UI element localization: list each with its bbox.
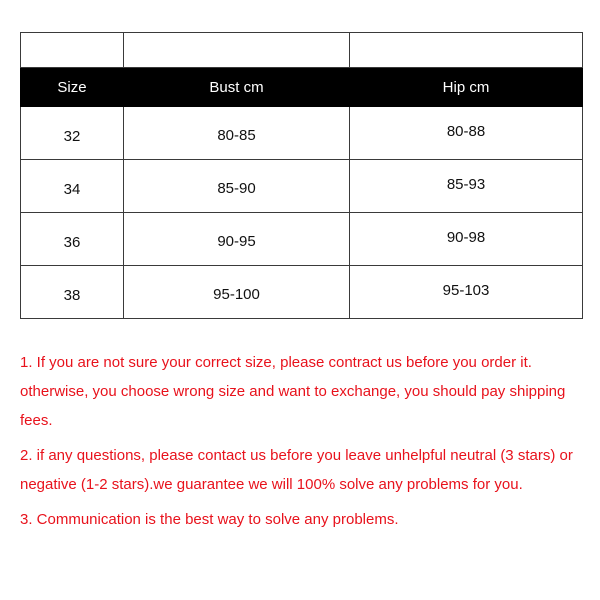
blank-top-row xyxy=(21,33,583,68)
note-feedback: 2. if any questions, please contact us before you leave unhelpful neutral (3 stars) or negative (1-2 stars).we guarantee we will 100% solve any problems for you. xyxy=(20,447,573,493)
table-row xyxy=(21,213,583,266)
hip-value: 85-93 xyxy=(446,175,486,193)
hip-value: 95-103 xyxy=(442,281,490,299)
header-hip: Hip cm xyxy=(350,68,583,107)
bust-value: 85-90 xyxy=(217,179,256,197)
size-value: 32 xyxy=(63,127,81,145)
note-communication: 3. Communication is the best way to solve any problems. xyxy=(20,511,399,528)
table-row xyxy=(21,107,583,160)
header-bust: Bust cm xyxy=(124,68,350,107)
blank-cell xyxy=(124,33,350,68)
note-size-advice: 1. If you are not sure your correct size, please contract us before you order it. otherwise, you choose wrong size and want to exchange, you should pay shipping fees. xyxy=(20,354,566,429)
hip-value: 90-98 xyxy=(446,228,486,246)
header-row xyxy=(21,68,583,107)
bust-value: 80-85 xyxy=(217,126,256,144)
table-row xyxy=(21,266,583,319)
size-value: 36 xyxy=(63,233,81,251)
size-value: 34 xyxy=(63,180,81,198)
bust-value: 90-95 xyxy=(217,232,256,250)
size-value: 38 xyxy=(63,286,81,304)
notes-section xyxy=(20,348,580,540)
table-row xyxy=(21,160,583,213)
blank-cell xyxy=(350,33,583,68)
hip-value: 80-88 xyxy=(446,122,486,140)
blank-cell xyxy=(21,33,124,68)
size-chart-table xyxy=(20,32,583,319)
header-size: Size xyxy=(21,68,124,107)
bust-value: 95-100 xyxy=(213,285,260,303)
